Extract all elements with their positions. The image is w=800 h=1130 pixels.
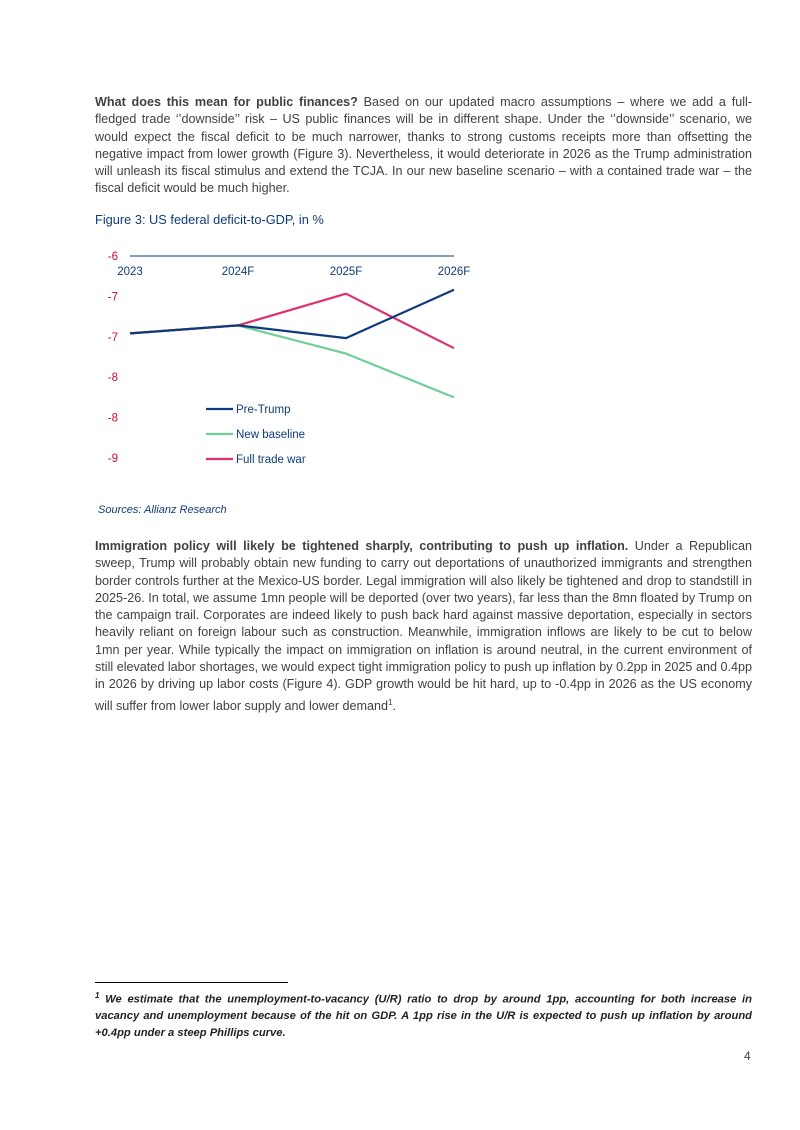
x-tick-label: 2026F [437, 266, 471, 278]
paragraph-lead: Immigration policy will likely be tightened sharply, contributing to push up inflation. [95, 539, 629, 553]
y-tick-label: -8 [107, 372, 118, 385]
figure-source: Sources: Allianz Research [98, 504, 227, 516]
footnote [95, 988, 752, 1041]
x-tick-label: 2023 [117, 266, 143, 278]
page-number: 4 [744, 1049, 751, 1063]
paragraph-immigration [95, 538, 752, 715]
x-tick-label: 2025F [329, 266, 363, 278]
figure-title: Figure 3: US federal deficit-to-GDP, in % [95, 212, 324, 227]
paragraph-body: Under a Republican sweep, Trump will probably obtain new funding to carry out deportations of unauthorized immigrants and strengthen border controls further at the Mexico-US border. Legal immigration will also likely be tightened and drop to standstill in 2025-26. In total, we assume 1mn people will be deported (over two years), far less than the 8mn floated by Trump on the campaign trail. Corporates are indeed likely to push back hard against massive deportation, especially in sectors heavily reliant on foreign labour such as construction. Meanwhile, immigration inflows are likely to be cut to below 1mn per year. While typically the impact on immigration on inflation is around neutral, in the current environment of still elevated labor shortages, we would expect tight immigration policy to push up inflation by 0.2pp in 2025 and 0.4pp in 2026 by driving up labor costs (Figure 4). GDP growth would be hit hard, up to -0.4pp in 2026 as the US economy will suffer from lower labor supply and lower demand [95, 539, 752, 713]
y-tick-label: -6 [107, 251, 118, 263]
series-line-pre-trump [130, 290, 454, 338]
paragraph-body: Based on our updated macro assumptions – where we add a full-fledged trade ‘’downside’’ risk – US public finances will be in different shape. Under the ‘’downside’’ scenario, we would expect the fiscal deficit to be much narrower, thanks to strong customs receipts more than offsetting the negative impact from lower growth (Figure 3). Nevertheless, it would deteriorate in 2026 as the Trump administration will unleash its fiscal stimulus and extend the TCJA. In our new baseline scenario – with a contained trade war – the fiscal deficit would be much higher. [95, 95, 752, 196]
paragraph-lead: What does this mean for public finances? [95, 95, 358, 109]
legend-label: Full trade war [236, 454, 306, 466]
footnote-divider [95, 982, 288, 983]
x-tick-label: 2024F [221, 266, 255, 278]
legend-label: Pre-Trump [236, 404, 291, 416]
legend-label: New baseline [236, 429, 306, 441]
deficit-line-chart [0, 0, 800, 500]
y-tick-label: -7 [107, 331, 118, 344]
footnote-marker: 1 [95, 991, 100, 1000]
paragraph-end: . [392, 698, 397, 713]
series-line-new-baseline [130, 325, 454, 397]
footnote-text: We estimate that the unemployment-to-vacancy (U/R) ratio to drop by around 1pp, accounting for both increase in vacancy and unemployment because of the hit on GDP. A 1pp rise in the U/R is expected to push up inflation by around +0.4pp under a steep Phillips curve. [95, 993, 752, 1039]
y-tick-label: -8 [107, 412, 118, 425]
footnote-reference[interactable]: 1 [388, 697, 393, 707]
y-tick-label: -9 [107, 453, 118, 465]
y-tick-label: -7 [107, 291, 118, 304]
